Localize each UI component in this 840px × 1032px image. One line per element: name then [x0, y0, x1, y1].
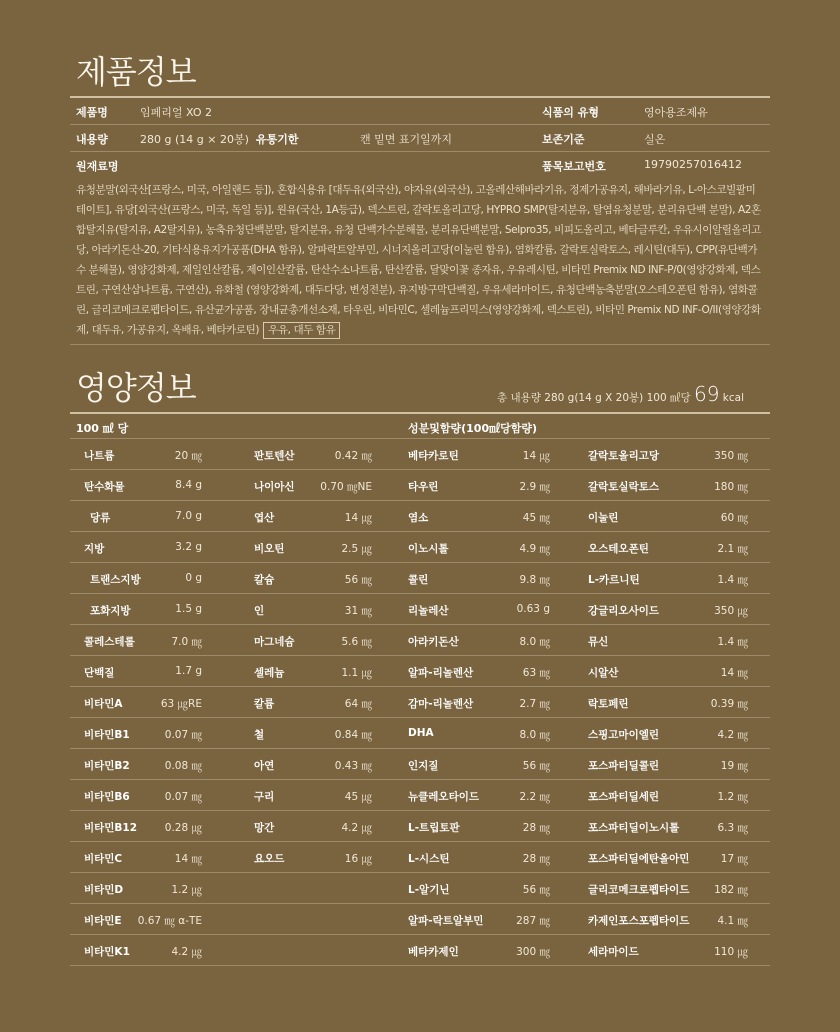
nutrient-name: 오스테오폰틴: [588, 543, 649, 555]
nutrient-name: 이눌린: [588, 512, 619, 524]
nutrient-value: 14 ㎍: [344, 512, 372, 524]
nutrient-name: 갈락토실락토스: [588, 481, 660, 493]
nutrient-name: 지방: [84, 543, 105, 555]
nutrient-value: 1.5 g: [175, 603, 202, 615]
nutrient-name: 판토텐산: [254, 450, 295, 462]
product-name-label: 제품명: [76, 106, 108, 119]
nutrient-value: 0.84 ㎎: [334, 729, 372, 741]
nutrient-name: 인: [254, 605, 265, 617]
nutrient-name: 철: [254, 729, 265, 741]
storage-label: 보존기준: [542, 133, 585, 146]
nutrition-header: [70, 414, 770, 438]
ingredients-list: 유청분말(외국산[프랑스, 미국, 아일랜드 등]), 혼합식용유 [대두유(외국산), 야자유(외국산), 고올레산해바라기유, 정제가공유지, 해바라기유, L-아스코빌팔미테이트], 유당[외국산(프랑스, 미국, 독일 등)], 원유(국산, 1A등급), 덱스트린, 갈락토올리고당, HYPRO SMP(탈지분유, 탈염유청분말, 분리유단백 분말), A2혼합탈지유(탈지유, A2탈지유), 농축유청단백분말, 탈지분유, 유청 단백가수분해물, 분리유단백분말, Selpro35, 비피도올리고, 베타글루칸, 우유시이알릴올리고당, 아라키돈산-20, 기타식용유지가공품(DHA 함유), 알파락트알부민, 시너지올리고당(이눌린 함유), 염화칼륨, 갈락토실락토스, 레시틴(대두), CPP(유단백가수 분해물), 영양강화제, 제일인산칼륨, 제이인산칼륨, 탄산수소나트륨, 탄산칼륨, 달맞이꽃 종자유, 우유레시틴, 비타민 Premix ND INF-P/0(영양강화제, 덱스트린, 구연산삼나트륨, 구연산), 유화철 (영양강화제, 대두다당, 변성전분), 유지방구막단백질, 우유세라마이드, 유청단백농축분말(오스테오폰틴 함유), 염화콜린, 글리코메크로펩타이드, 유산균가공품, 장내균총개선소재, 타우린, 비타민C, 셀레늄프리믹스(영양강화제, 덱스트린), 비타민 Premix ND INF-O/II(영양강화제, 대두유, 가공유지, 옥배유, 베타카로틴): [76, 184, 761, 336]
nutrient-value: 300 ㎎: [516, 946, 550, 958]
nutrient-value: 0.07 ㎎: [164, 729, 202, 741]
nutrient-value: 45 ㎍: [344, 791, 372, 803]
table-row: [70, 501, 770, 531]
nutrition-rows: [70, 439, 770, 966]
table-row: [70, 439, 770, 469]
nutrient-name: 포스파티딜이노시톨: [588, 822, 680, 834]
nutrient-value: 2.1 ㎎: [717, 543, 748, 555]
product-info-title: 제품정보: [76, 53, 196, 91]
divider: [70, 965, 770, 966]
nutrient-name: 락토페린: [588, 698, 629, 710]
nutrient-name: 비오틴: [254, 543, 285, 555]
nutrient-name: 베타카제인: [408, 946, 459, 958]
nutrient-name: 콜레스테롤: [84, 636, 135, 648]
ingredients-text: [70, 178, 770, 344]
nutrient-value: 2.5 ㎍: [341, 543, 372, 555]
nutrient-name: 비타민E: [84, 915, 122, 927]
nutrient-name: 감마-리놀렌산: [408, 698, 474, 710]
nutrient-name: 아연: [254, 760, 275, 772]
product-info-table: [70, 96, 770, 345]
nutrient-value: 4.2 ㎍: [341, 822, 372, 834]
nutrient-value: 8.0 ㎎: [519, 636, 550, 648]
nutrient-value: 110 ㎍: [714, 946, 748, 958]
nutrient-name: 갈락토올리고당: [588, 450, 660, 462]
nutrient-value: 7.0 g: [175, 510, 202, 522]
nutrient-value: 182 ㎎: [714, 884, 748, 896]
nutrient-value: 56 ㎎: [522, 884, 550, 896]
nutrient-value: 60 ㎎: [720, 512, 748, 524]
table-row: [70, 842, 770, 872]
nutrient-value: 350 ㎍: [714, 605, 748, 617]
nutrient-value: 3.2 g: [175, 541, 202, 553]
nutrition-table: [70, 412, 770, 966]
nutrient-name: 칼슘: [254, 574, 275, 586]
table-row: [70, 811, 770, 841]
nutrient-value: 1.7 g: [175, 665, 202, 677]
nutrient-name: 아라키돈산: [408, 636, 459, 648]
product-row: [70, 98, 770, 124]
nutrient-name: 비타민C: [84, 853, 123, 865]
nutrient-value: 19 ㎎: [720, 760, 748, 772]
nutrient-value: 287 ㎎: [516, 915, 550, 927]
nutrient-name: 리놀레산: [408, 605, 449, 617]
nutrient-value: 2.7 ㎎: [519, 698, 550, 710]
nutrient-value: 14 ㎍: [522, 450, 550, 462]
nutrient-name: DHA: [408, 727, 434, 739]
nutrient-name: 강글리오사이드: [588, 605, 660, 617]
nutrient-name: 포화지방: [90, 605, 131, 617]
nutrient-value: 56 ㎎: [344, 574, 372, 586]
nutrient-value: 0.63 g: [516, 603, 550, 615]
nutrient-value: 1.2 ㎍: [171, 884, 202, 896]
nutrient-value: 5.6 ㎎: [341, 636, 372, 648]
nutrient-value: 0.70 ㎎NE: [320, 481, 372, 493]
nutrient-name: 글리코메크로펩타이드: [588, 884, 690, 896]
nutrient-value: 0.08 ㎎: [164, 760, 202, 772]
nutrient-value: 16 ㎍: [344, 853, 372, 865]
report-number-label: 품목보고번호: [542, 160, 606, 173]
nutrient-name: 셀레늄: [254, 667, 285, 679]
table-row: [70, 532, 770, 562]
nutrition-summary: [497, 382, 744, 406]
nutrient-name: 당류: [90, 512, 111, 524]
table-row: [70, 873, 770, 903]
nutrient-name: 망간: [254, 822, 275, 834]
nutrient-value: 17 ㎎: [720, 853, 748, 865]
nutrient-name: 비타민K1: [84, 946, 130, 958]
nutrient-value: 14 ㎎: [174, 853, 202, 865]
nutrient-value: 8.4 g: [175, 479, 202, 491]
food-type-label: 식품의 유형: [542, 106, 599, 119]
ingredients-label: 원재료명: [76, 160, 119, 173]
allergen-badge: 우유, 대두 함유: [263, 322, 340, 339]
nutrient-name: L-트립토판: [408, 822, 460, 834]
nutrient-name: 비타민A: [84, 698, 123, 710]
nutrient-name: 스핑고마이엘린: [588, 729, 660, 741]
product-row: [70, 152, 770, 178]
table-row: [70, 594, 770, 624]
nutrient-name: 타우린: [408, 481, 439, 493]
table-row: [70, 935, 770, 965]
nutrient-name: 구리: [254, 791, 275, 803]
nutrient-value: 14 ㎎: [720, 667, 748, 679]
nutrient-name: 나이아신: [254, 481, 295, 493]
nutrient-value: 64 ㎎: [344, 698, 372, 710]
nutrient-name: 카제인포스포펩타이드: [588, 915, 690, 927]
nutrient-value: 0.67 ㎎ α-TE: [137, 915, 202, 927]
table-row: [70, 904, 770, 934]
nutrient-name: 비타민B12: [84, 822, 138, 834]
nutrient-name: 알파-리놀렌산: [408, 667, 474, 679]
food-type-value: 영아용조제유: [644, 106, 708, 119]
nutrient-value: 28 ㎎: [522, 853, 550, 865]
nutrient-name: 비타민D: [84, 884, 124, 896]
nutrient-name: 비타민B6: [84, 791, 130, 803]
product-row: [70, 125, 770, 151]
nutrient-value: 63 ㎎: [522, 667, 550, 679]
table-row: [70, 780, 770, 810]
nutrient-name: 단백질: [84, 667, 115, 679]
nutrient-name: 비타민B1: [84, 729, 130, 741]
nutrient-value: 9.8 ㎎: [519, 574, 550, 586]
nutrient-name: 나트륨: [84, 450, 115, 462]
components-header: 성분및함량(100㎖당함량): [408, 422, 538, 435]
nutrient-value: 20 ㎎: [174, 450, 202, 462]
nutrient-value: 1.4 ㎎: [717, 574, 748, 586]
nutrient-value: 31 ㎎: [344, 605, 372, 617]
nutrient-name: 트랜스지방: [90, 574, 141, 586]
nutrient-name: 베타카로틴: [408, 450, 459, 462]
nutrient-value: 7.0 ㎎: [171, 636, 202, 648]
nutrient-name: 뮤신: [588, 636, 609, 648]
nutrient-value: 2.9 ㎎: [519, 481, 550, 493]
storage-value: 실온: [644, 133, 666, 146]
nutrient-value: 1.4 ㎎: [717, 636, 748, 648]
nutrient-value: 0.07 ㎎: [164, 791, 202, 803]
nutrient-value: 0.28 ㎍: [164, 822, 202, 834]
kcal-value: 69: [693, 382, 720, 406]
nutrient-name: L-카르니틴: [588, 574, 640, 586]
nutrient-name: 이노시톨: [408, 543, 449, 555]
table-row: [70, 687, 770, 717]
nutrient-name: 뉴클레오타이드: [408, 791, 480, 803]
nutrient-value: 63 ㎍RE: [160, 698, 202, 710]
nutrient-name: 엽산: [254, 512, 275, 524]
nutrient-value: 8.0 ㎎: [519, 729, 550, 741]
total-content-text: 총 내용량 280 g(14 g X 20봉) 100 ㎖당: [497, 392, 691, 404]
nutrient-value: 1.1 ㎍: [341, 667, 372, 679]
nutrition-title: 영양정보: [76, 369, 196, 407]
nutrient-name: 포스파티딜에탄올아민: [588, 853, 690, 865]
expiry-value: 캔 밑면 표기일까지: [360, 133, 453, 146]
nutrient-name: 알파-락트알부민: [408, 915, 484, 927]
nutrient-name: 세라마이드: [588, 946, 639, 958]
nutrient-name: 비타민B2: [84, 760, 130, 772]
nutrient-value: 28 ㎎: [522, 822, 550, 834]
nutrient-name: 인지질: [408, 760, 439, 772]
expiry-label: 유통기한: [256, 133, 299, 146]
nutrient-name: 포스파티딜콜린: [588, 760, 660, 772]
nutrient-value: 0.39 ㎎: [710, 698, 748, 710]
nutrient-name: L-시스틴: [408, 853, 450, 865]
nutrient-value: 2.2 ㎎: [519, 791, 550, 803]
per-100ml-header: 100 ㎖ 당: [76, 422, 129, 435]
nutrient-value: 350 ㎎: [714, 450, 748, 462]
report-number-value: 19790257016412: [644, 158, 742, 171]
nutrient-value: 4.2 ㎎: [717, 729, 748, 741]
divider: [70, 344, 770, 345]
nutrient-value: 0 g: [185, 572, 202, 584]
kcal-unit: kcal: [722, 392, 744, 404]
nutrient-name: 염소: [408, 512, 429, 524]
nutrient-name: 마그네슘: [254, 636, 295, 648]
net-content-label: 내용량: [76, 133, 108, 146]
nutrient-name: 포스파티딜세린: [588, 791, 660, 803]
nutrient-name: L-알기닌: [408, 884, 450, 896]
nutrient-value: 0.43 ㎎: [334, 760, 372, 772]
nutrient-value: 4.2 ㎍: [171, 946, 202, 958]
nutrient-value: 4.1 ㎎: [717, 915, 748, 927]
nutrient-name: 요오드: [254, 853, 285, 865]
table-row: [70, 470, 770, 500]
table-row: [70, 718, 770, 748]
table-row: [70, 625, 770, 655]
nutrient-name: 시알산: [588, 667, 619, 679]
nutrient-name: 콜린: [408, 574, 429, 586]
product-name-value: 임페리얼 XO 2: [140, 106, 212, 119]
net-content-value: 280 g (14 g × 20봉): [140, 133, 249, 146]
nutrient-value: 1.2 ㎎: [717, 791, 748, 803]
nutrient-value: 180 ㎎: [714, 481, 748, 493]
nutrient-value: 4.9 ㎎: [519, 543, 550, 555]
nutrient-value: 0.42 ㎎: [334, 450, 372, 462]
nutrient-name: 탄수화물: [84, 481, 125, 493]
nutrient-value: 6.3 ㎎: [717, 822, 748, 834]
nutrient-value: 56 ㎎: [522, 760, 550, 772]
table-row: [70, 749, 770, 779]
nutrient-name: 칼륨: [254, 698, 275, 710]
table-row: [70, 563, 770, 593]
table-row: [70, 656, 770, 686]
nutrient-value: 45 ㎎: [522, 512, 550, 524]
